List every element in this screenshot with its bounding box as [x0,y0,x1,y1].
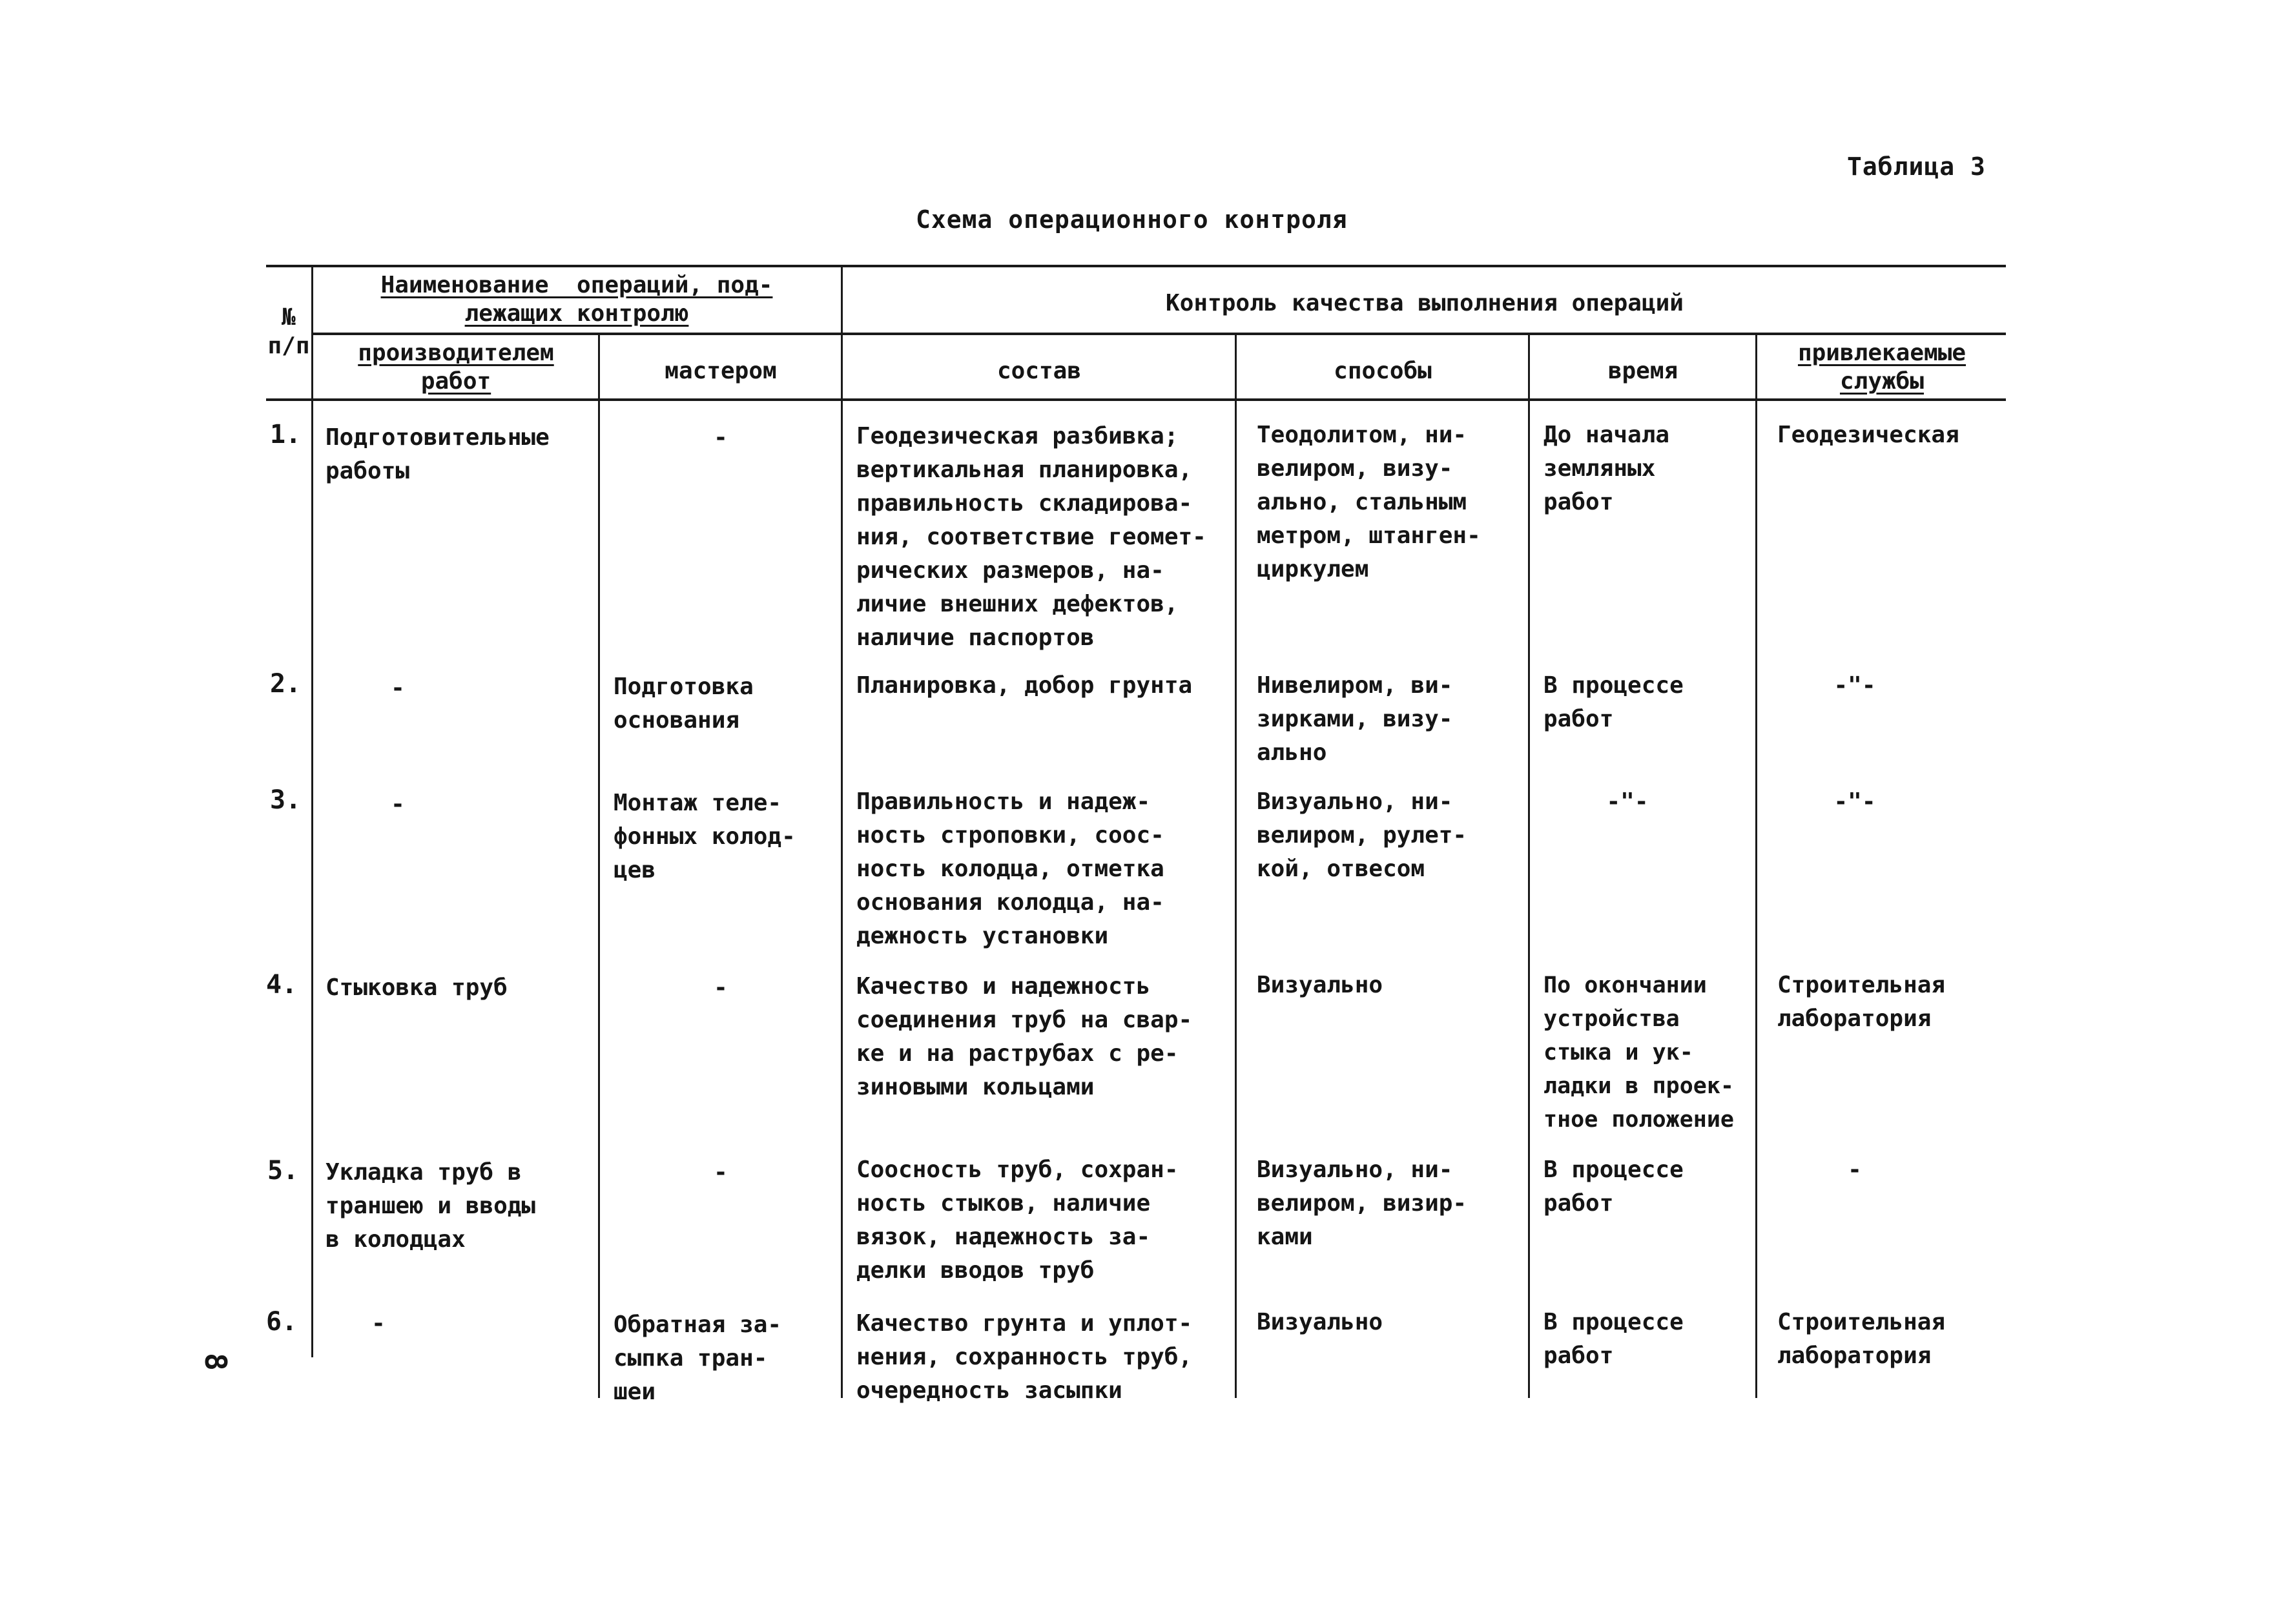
cell-composition: Качество и надежность соединения труб на свар- ке и на раструбах с ре- зиновыми кольцами [856,973,1193,1100]
cell-methods: Визуально, ни- велиром, рулет- кой, отвесом [1257,788,1467,882]
cell-services: - [1848,1156,1862,1183]
col-divider-operations [841,266,843,1398]
page-number: 8 [198,1353,233,1371]
cell-composition: Соосность труб, сохран- ность стыков, наличие вязок, надежность за- делки вводов труб [856,1156,1179,1284]
cell-producer: Стыковка труб [325,974,508,1001]
cell-master: Обратная за- сыпка тран- шеи [614,1311,782,1405]
row-number: 4. [266,970,298,1000]
cell-producer: - [391,791,405,817]
cell-services: Геодезическая [1777,422,1959,448]
cell-master: - [714,1159,728,1186]
header-by-producer: производителем работ [358,340,554,395]
col-divider-producer [598,333,600,1398]
cell-methods: Теодолитом, ни- велиром, визу- ально, стальным метром, штанген- циркулем [1257,422,1481,582]
header-quality-title: Контроль качества выполнения операций [1166,290,1684,316]
row-number: 6. [266,1307,298,1337]
table-title: Схема операционного контроля [916,205,1348,234]
col-divider-no [311,266,313,1357]
row-number: 1. [270,420,302,449]
cell-master: - [714,974,728,1001]
cell-master: Монтаж теле- фонных колод- цев [614,790,796,883]
cell-producer: - [371,1310,386,1337]
header-divider-line [311,333,2006,335]
row-number: 5. [267,1156,299,1186]
cell-services: Строительная лаборатория [1777,972,1946,1032]
cell-composition: Качество грунта и уплот- нения, сохранность труб, очередность засыпки [856,1310,1193,1404]
cell-methods: Визуально [1257,1309,1383,1335]
cell-composition: Правильность и надеж- ность строповки, соос- ность колодца, отметка основания колодца, на- дежность установки [856,788,1164,949]
cell-producer: Укладка труб в траншею и вводы в колодцах [325,1159,536,1253]
cell-services: -"- [1833,788,1876,815]
cell-master: - [714,424,728,451]
cell-services: -"- [1833,672,1876,699]
cell-time: В процессе работ [1543,1156,1684,1217]
cell-composition: Геодезическая разбивка; вертикальная планировка, правильность складирова- ния, соответствие геомет- рических размеров, на- личие внешних дефектов, наличие паспортов [856,423,1206,651]
header-bottom-border [266,398,2006,401]
cell-master: Подготовка основания [614,673,754,734]
header-time: время [1607,358,1678,384]
cell-methods: Визуально [1257,972,1383,998]
col-divider-time [1755,333,1757,1398]
header-no: № п/п [267,304,310,359]
header-methods: способы [1334,358,1432,384]
table-top-border [266,265,2006,267]
cell-composition: Планировка, добор грунта [856,672,1193,699]
col-divider-composition [1235,333,1237,1398]
cell-producer: Подготовительные работы [325,424,550,484]
cell-time: По окончании устройства стыка и ук- ладки в проек- тное положение [1543,972,1735,1133]
cell-producer: - [391,675,405,701]
header-services: привлекаемые службы [1797,340,1966,395]
header-operations-title: Наименование операций, под- лежащих контролю [380,272,773,327]
row-number: 2. [270,669,302,699]
table-label: Таблица 3 [1847,152,1986,181]
header-by-master: мастером [665,358,777,384]
cell-time: В процессе работ [1543,1309,1684,1369]
cell-time: В процессе работ [1543,672,1684,732]
col-divider-methods [1528,333,1530,1398]
header-composition: состав [996,358,1082,384]
row-number: 3. [270,785,302,815]
cell-methods: Визуально, ни- велиром, визир- ками [1257,1156,1467,1250]
cell-time: -"- [1606,788,1649,815]
cell-time: До начала земляных работ [1543,422,1670,515]
cell-methods: Нивелиром, ви- зирками, визу- ально [1257,672,1453,766]
cell-services: Строительная лаборатория [1777,1309,1946,1369]
